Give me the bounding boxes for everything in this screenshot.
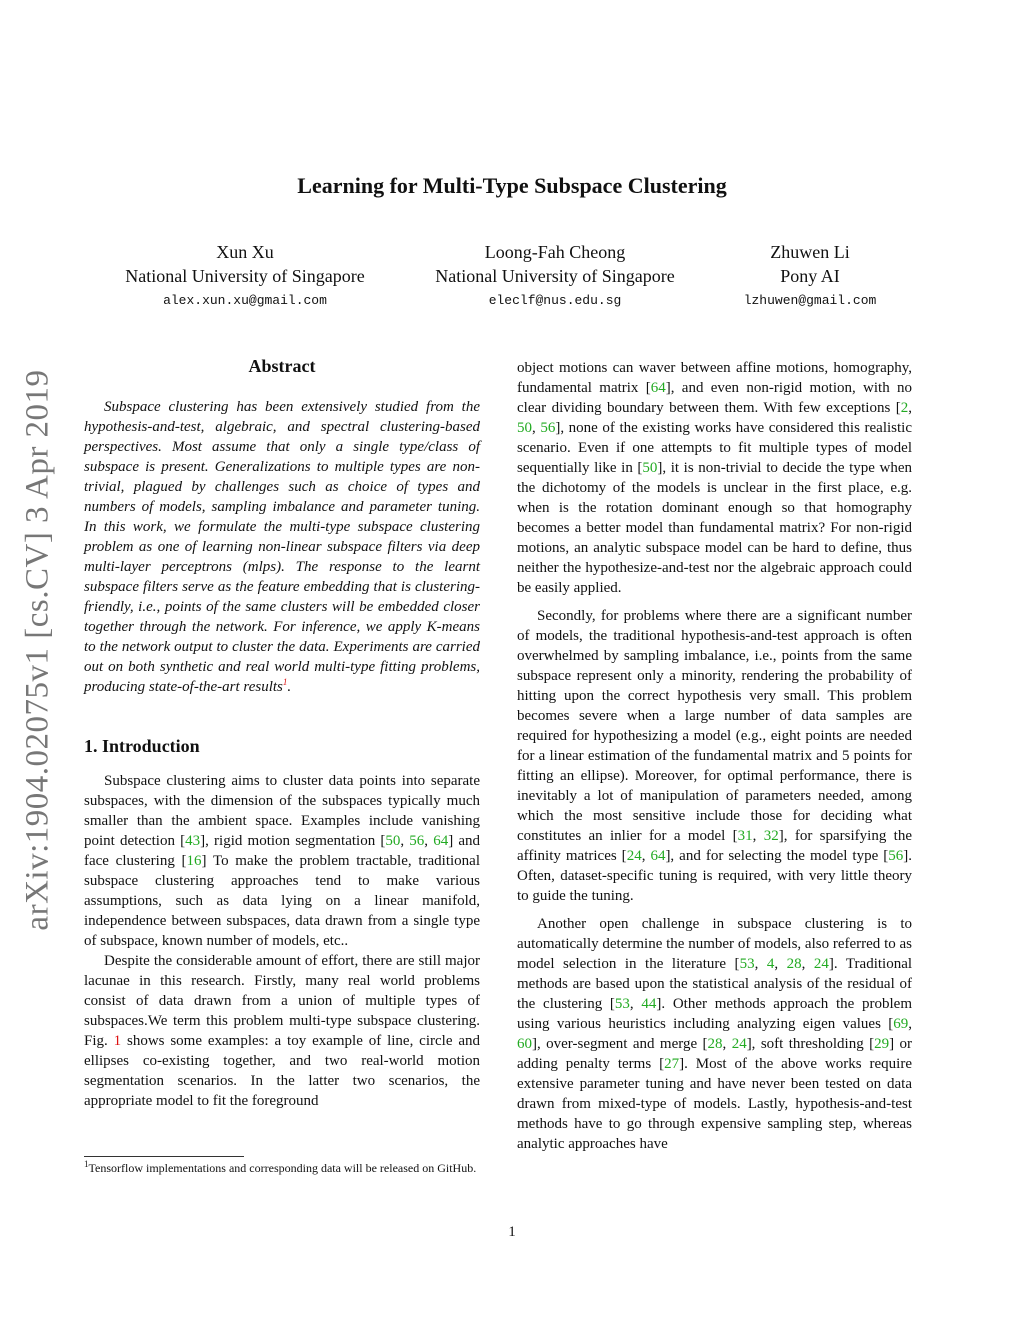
text-run: ], for sparsifying the affinity matrices [ — [517, 828, 913, 864]
text-run: ]. Often, dataset-specific tuning is required, with very little theory to guide the tuning. — [517, 848, 912, 904]
citation-link[interactable]: 64 — [650, 848, 666, 864]
citation-link[interactable]: 64 — [650, 380, 666, 396]
text-run: ]. Other methods approach the problem using various heuristics including analyzing eigen values [ — [517, 996, 912, 1032]
text-run: ]. Most of the above works require extensive parameter tuning and have never been tested on data drawn from mixed-type of models. Lastly, hypothesis-and-test methods have to go through expensive sampling step, whereas analytic approaches have — [517, 1056, 912, 1152]
abstract-text: Subspace clustering has been extensively studied from the hypothesis-and-test, algebraic, and spectral clustering-based perspectives. Most assume that only a single type/class of subspace is present. Generalizations to multiple types are non-trivial, plagued by challenges such as choice of types and numbers of models, sampling imbalance and parameter tuning. In this work, we formulate the multi-type subspace clustering problem as one of learning non-linear subspace filters via deep multi-layer perceptrons (mlps). The response to the learnt subspace filters serve as the feature embedding that is clustering-friendly, i.e., points of the same clusters will be embedded closer together through the network. For inference, we apply K-means to the network output to cluster the data. Experiments are carried out on both synthetic and real world multi-type fitting problems, producing state-of-the-art results — [84, 399, 480, 695]
author-affiliation: National University of Singapore — [125, 266, 365, 286]
author-email[interactable]: alex.xun.xu@gmail.com — [163, 293, 327, 308]
text-run: , — [774, 956, 787, 972]
right-paragraph-1 — [517, 358, 912, 598]
citation-link[interactable]: 29 — [874, 1036, 890, 1052]
citation-link[interactable]: 56 — [540, 420, 556, 436]
citation-link[interactable]: 28 — [707, 1036, 723, 1052]
text-run: , — [424, 833, 434, 849]
text-run: shows some examples: a toy example of line, circle and ellipses co-existing together, and two real-world motion segmentation scenarios. In the latter two scenarios, the appropriate model to fit the foreground — [84, 1033, 480, 1109]
text-run: , — [908, 1016, 912, 1032]
text-run: , — [801, 956, 814, 972]
text-run: , — [400, 833, 410, 849]
citation-link[interactable]: 32 — [763, 828, 779, 844]
text-run: , — [629, 996, 642, 1012]
citation-link[interactable]: 53 — [614, 996, 630, 1012]
abstract-paragraph — [84, 397, 480, 697]
figure-reference-link[interactable]: 1 — [113, 1033, 122, 1049]
author-block-2 — [410, 240, 700, 310]
footnote-divider — [84, 1156, 244, 1157]
right-paragraph-2 — [517, 606, 912, 906]
text-run: object motions can waver between affine motions, homography, fundamental matrix [ — [517, 360, 912, 396]
text-run: ] or adding penalty terms [ — [517, 1036, 912, 1072]
text-run: , — [754, 956, 767, 972]
right-paragraph-3 — [517, 914, 912, 1154]
author-affiliation: Pony AI — [780, 266, 840, 286]
abstract-heading: Abstract — [248, 356, 316, 376]
arxiv-identifier-stamp — [13, 340, 63, 960]
text-run: , — [908, 400, 912, 416]
text-run: Another open challenge in subspace clustering is to automatically determine the number of models, also referred to as model selection in the literature [ — [517, 916, 912, 972]
footnote — [84, 1160, 480, 1176]
citation-link[interactable]: 69 — [893, 1016, 909, 1032]
citation-link[interactable]: 16 — [186, 853, 202, 869]
text-run: Despite the considerable amount of effort, there are still major lacunae in this research. Firstly, many real world problems consist of data drawn from a union of multiple types of subspaces.We term this problem multi-type subspace clustering. Fig. — [84, 953, 480, 1049]
page-number: 1 — [508, 1224, 516, 1240]
text-run: Secondly, for problems where there are a significant number of models, the traditional hypothesis-and-test approach is often overwhelmed by sampling imbalance, i.e., points from the same subspace represent only a minority, rendering the probability of hitting upon the correct hypothesis very small. This problem becomes severe when a large number of data samples are required for hypothesizing a model (e.g., eight points are needed for a linear estimation of the fundamental matrix and 5 points for fitting an ellipse). Moreover, for optimal performance, there is inevitably a lot of manipulation of parameters needed, among which the most sensitive include those for deciding what constitutes an inlier for a model [ — [517, 608, 912, 844]
citation-link[interactable]: 27 — [664, 1056, 680, 1072]
citation-link[interactable]: 56 — [888, 848, 904, 864]
right-column — [517, 358, 912, 1154]
citation-link[interactable]: 24 — [626, 848, 642, 864]
author-name: Xun Xu — [216, 242, 274, 262]
text-run: , — [532, 420, 541, 436]
text-run: , — [641, 848, 651, 864]
abstract-end: . — [287, 679, 292, 695]
left-column — [84, 355, 480, 1111]
citation-link[interactable]: 24 — [813, 956, 829, 972]
citation-link[interactable]: 60 — [517, 1036, 532, 1052]
author-name: Loong-Fah Cheong — [484, 242, 626, 262]
text-run: ], soft thresholding [ — [746, 1036, 875, 1052]
citation-link[interactable]: 31 — [737, 828, 753, 844]
text-run: ], and even non-rigid motion, with no clear dividing boundary between them. With few exceptions [ — [517, 380, 913, 416]
citation-link[interactable]: 64 — [433, 833, 449, 849]
text-run: ]. Traditional methods are based upon the statistical analysis of the residual of the clustering [ — [517, 956, 913, 1012]
citation-link[interactable]: 50 — [642, 460, 658, 476]
text-run: Subspace clustering aims to cluster data points into separate subspaces, with the dimension of the subspaces typically much smaller than the ambient space. Examples include vanishing point detection [ — [84, 773, 480, 849]
paper-title: Learning for Multi-Type Subspace Clustering — [297, 173, 727, 198]
citation-link[interactable]: 44 — [641, 996, 657, 1012]
footnote-marker[interactable]: 1 — [282, 677, 288, 687]
citation-link[interactable]: 4 — [766, 956, 775, 972]
citation-link[interactable]: 24 — [731, 1036, 747, 1052]
text-run: ] To make the problem tractable, traditional subspace clustering approaches tend to make various assumptions, such as data lying on a linear manifold, independence between subspaces, data drawn from a single type of subspace, known number of models, etc.. — [84, 853, 480, 949]
text-run: ], over-segment and merge [ — [532, 1036, 708, 1052]
author-email[interactable]: lzhuwen@gmail.com — [743, 293, 877, 308]
author-email[interactable]: eleclf@nus.edu.sg — [488, 293, 622, 308]
text-run: ], rigid motion segmentation [ — [200, 833, 386, 849]
text-run: ], none of the existing works have considered this realistic scenario. Even if one attempts to fit multiple types of model sequentially like in [ — [517, 420, 912, 476]
intro-paragraph-1 — [84, 771, 480, 951]
text-run: ], it is non-trivial to decide the type when the dichotomy of the models is unclear in the first place, e.g. when is the rotation dominant enough so that homography becomes a better model than fundamental matrix? For non-rigid motions, an analytic subspace model can be hard to define, thus neither the hypothesize-and-test nor the algebraic approach could be easily applied. — [517, 460, 913, 596]
section-heading-introduction: 1. Introduction — [84, 736, 200, 756]
footnote-text: Tensorflow implementations and corresponding data will be released on GitHub. — [88, 1161, 477, 1175]
author-affiliation: National University of Singapore — [435, 266, 675, 286]
text-run: ], and for selecting the model type [ — [665, 848, 889, 864]
citation-link[interactable]: 43 — [185, 833, 201, 849]
footnote-number: 1 — [84, 1159, 89, 1169]
citation-link[interactable]: 53 — [739, 956, 755, 972]
author-block-3 — [710, 240, 910, 310]
author-block-1 — [100, 240, 390, 310]
arxiv-id-text: arXiv:1904.02075v1 [cs.CV] 3 Apr 2019 — [19, 369, 56, 931]
citation-link[interactable]: 50 — [385, 833, 401, 849]
citation-link[interactable]: 2 — [900, 400, 909, 416]
citation-link[interactable]: 28 — [786, 956, 802, 972]
author-name: Zhuwen Li — [770, 242, 850, 262]
text-run: , — [722, 1036, 732, 1052]
citation-link[interactable]: 56 — [409, 833, 425, 849]
citation-link[interactable]: 50 — [517, 420, 532, 436]
text-run: , — [752, 828, 764, 844]
text-run: ] and face clustering [ — [84, 833, 481, 869]
intro-paragraph-2 — [84, 951, 480, 1111]
